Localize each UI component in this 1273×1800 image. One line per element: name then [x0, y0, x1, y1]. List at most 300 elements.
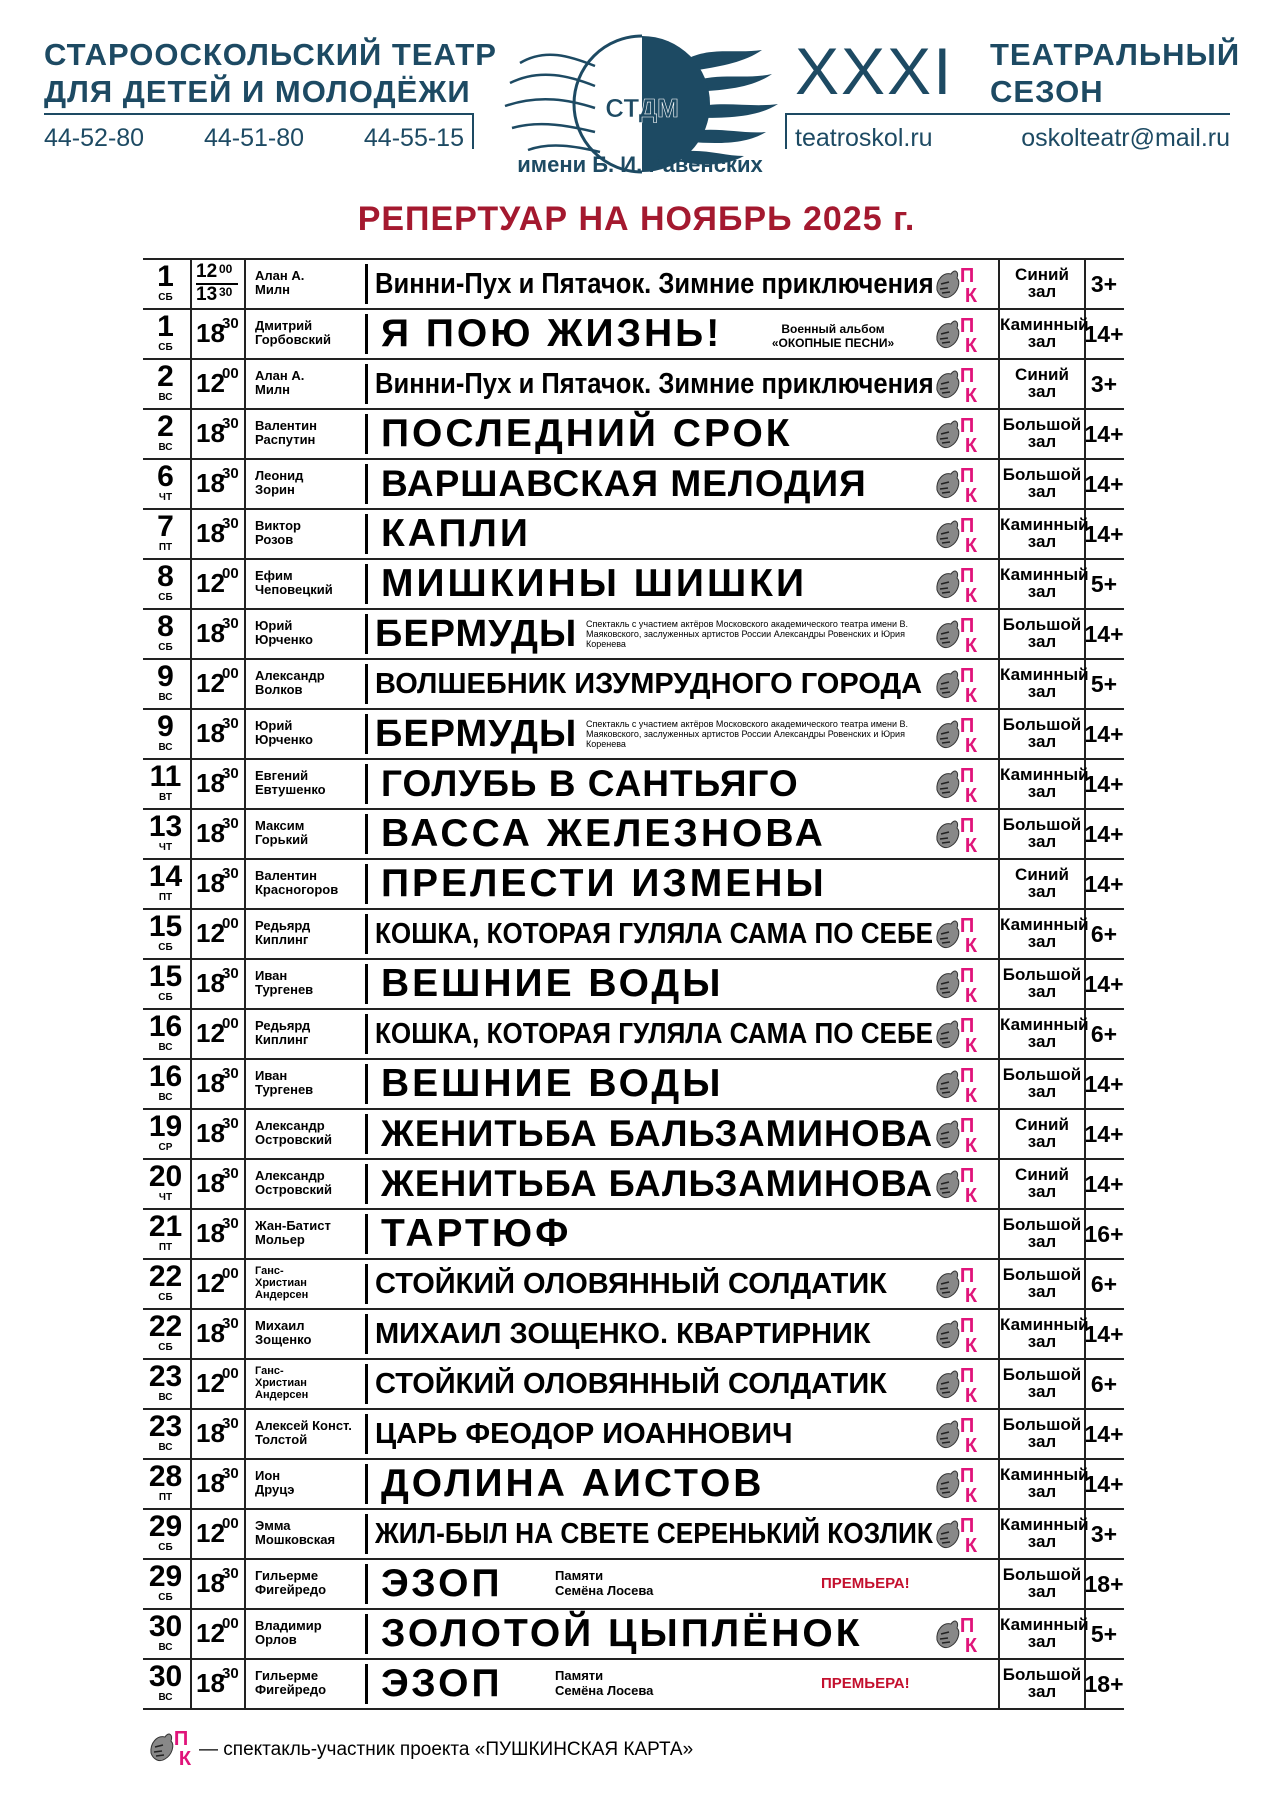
svg-text:К: К	[964, 285, 978, 306]
svg-text:П: П	[959, 1065, 975, 1087]
day-number: 7	[157, 510, 174, 543]
schedule-row	[143, 460, 1124, 510]
day-of-week: ЧТ	[158, 492, 173, 503]
pushkin-card-icon	[933, 912, 979, 956]
author-cell: Евгений Евтушенко	[255, 768, 326, 797]
hall-name: Большой	[1002, 715, 1082, 734]
footer	[147, 1725, 693, 1775]
hall-cell	[998, 510, 1089, 558]
time-hour-2: 13	[196, 284, 218, 305]
day-of-week: СБ	[158, 292, 173, 303]
svg-text:К: К	[964, 1435, 978, 1456]
time-hour: 18	[196, 968, 225, 998]
pushkin-card-icon	[933, 312, 979, 356]
time-cell	[190, 1510, 246, 1558]
column-separator	[365, 714, 368, 754]
day-of-week: ПТ	[158, 1242, 173, 1253]
hall-cell	[998, 1310, 1089, 1358]
time-minute: 30	[222, 615, 239, 632]
performance-title[interactable]: СТОЙКИЙ ОЛОВЯННЫЙ СОЛДАТИК	[375, 1268, 887, 1300]
schedule-row	[143, 1060, 1124, 1110]
hall-name: Каминный	[1000, 515, 1089, 534]
author-cell: Юрий Юрченко	[255, 718, 313, 747]
hall-suffix: зал	[1027, 1482, 1057, 1501]
performance-title[interactable]: Винни-Пух и Пятачок. Зимние приключения	[375, 368, 934, 400]
time-hour: 18	[196, 618, 225, 648]
time-hour: 12	[196, 1268, 225, 1298]
author-cell: Иван Тургенев	[255, 968, 314, 997]
time-cell	[190, 510, 246, 558]
svg-text:К: К	[964, 985, 978, 1006]
performance-title[interactable]: БЕРМУДЫ	[375, 713, 578, 755]
performance-title[interactable]: МИХАИЛ ЗОЩЕНКО. КВАРТИРНИК	[375, 1318, 871, 1350]
time-minute: 30	[222, 1215, 239, 1232]
hall-suffix: зал	[1027, 1682, 1057, 1701]
hall-cell	[998, 1010, 1089, 1058]
pushkin-card-icon	[933, 1112, 979, 1156]
hall-cell	[998, 1660, 1086, 1708]
column-separator	[365, 1664, 368, 1704]
svg-text:П: П	[959, 1365, 975, 1387]
phone-1[interactable]: 44-52-80	[44, 124, 145, 152]
author-cell: Иван Тургенев	[255, 1068, 314, 1097]
season-line1: ТЕАТРАЛЬНЫЙ	[990, 37, 1241, 72]
performance-title[interactable]: КАПЛИ	[381, 512, 531, 555]
pushkin-card-icon	[933, 462, 979, 506]
pushkin-card-icon	[933, 662, 979, 706]
performance-title[interactable]: ВЕШНИЕ ВОДЫ	[381, 1062, 724, 1105]
hall-suffix: зал	[1027, 1232, 1057, 1251]
svg-text:П: П	[173, 1728, 189, 1750]
day-number: 13	[148, 810, 183, 843]
time-hour: 18	[196, 1418, 225, 1448]
day-of-week: СБ	[158, 592, 173, 603]
svg-text:П: П	[959, 1165, 975, 1187]
svg-text:П: П	[959, 615, 975, 637]
author-cell: Эмма Мошковская	[255, 1518, 336, 1547]
pushkin-card-icon	[933, 1512, 979, 1556]
author-cell: Александр Островский	[255, 1168, 332, 1197]
time-cell	[190, 310, 246, 358]
performance-title[interactable]: СТОЙКИЙ ОЛОВЯННЫЙ СОЛДАТИК	[375, 1368, 887, 1400]
column-separator	[365, 914, 368, 954]
header-divider-right	[785, 113, 1230, 115]
hall-cell	[998, 360, 1086, 408]
time-cell	[190, 1560, 246, 1608]
schedule-row	[143, 1660, 1124, 1710]
time-cell	[190, 410, 246, 458]
hall-cell	[998, 910, 1089, 958]
column-separator	[365, 1164, 368, 1204]
time-minute: 00	[222, 915, 239, 932]
hall-cell	[998, 460, 1086, 508]
time-cell	[190, 460, 246, 508]
performance-title[interactable]: ЖЕНИТЬБА БАЛЬЗАМИНОВА	[381, 1163, 934, 1204]
performance-title[interactable]: ПРЕЛЕСТИ ИЗМЕНЫ	[381, 862, 827, 905]
performance-title[interactable]: ВЕШНИЕ ВОДЫ	[381, 962, 724, 1005]
time-hour: 12	[196, 368, 225, 398]
hall-suffix: зал	[1027, 1032, 1057, 1051]
day-of-week: ВТ	[159, 792, 172, 803]
age-rating: 14+	[1084, 971, 1124, 997]
memorial-note: Памяти Семёна Лосева	[555, 1568, 654, 1598]
time-minute: 00	[222, 565, 239, 582]
day-number: 2	[157, 410, 174, 443]
day-number: 30	[148, 1660, 183, 1693]
day-number: 1	[157, 310, 174, 343]
svg-text:П: П	[959, 1315, 975, 1337]
email-link[interactable]: oskolteatr@mail.ru	[1021, 124, 1230, 152]
hall-suffix: зал	[1027, 532, 1057, 551]
svg-text:П: П	[959, 415, 975, 437]
time-hour: 18	[196, 518, 225, 548]
season-label	[990, 36, 1240, 110]
author-cell: Максим Горький	[255, 818, 309, 847]
age-rating: 6+	[1090, 1021, 1118, 1047]
day-of-week: СБ	[158, 942, 173, 953]
hall-suffix: зал	[1027, 1532, 1057, 1551]
performance-title[interactable]: ЖЕНИТЬБА БАЛЬЗАМИНОВА	[381, 1113, 934, 1154]
time-minute: 30	[222, 1065, 239, 1082]
date-cell	[143, 410, 188, 458]
hall-suffix: зал	[1027, 1432, 1057, 1451]
schedule-row	[143, 260, 1124, 310]
pushkin-card-icon	[933, 1012, 979, 1056]
performance-title[interactable]: ВОЛШЕБНИК ИЗУМРУДНОГО ГОРОДА	[375, 668, 923, 700]
hall-name: Большой	[1002, 1665, 1082, 1684]
svg-text:П: П	[959, 315, 975, 337]
performance-title[interactable]: ЗОЛОТОЙ ЦЫПЛЁНОК	[381, 1612, 863, 1655]
author-cell: Редьярд Киплинг	[255, 918, 311, 947]
time-minute: 00	[222, 365, 239, 382]
author-cell: Юрий Юрченко	[255, 618, 313, 647]
day-of-week: ВС	[158, 742, 173, 753]
website-link[interactable]: teatroskol.ru	[795, 124, 933, 152]
day-of-week: ВС	[158, 1042, 173, 1053]
date-cell	[143, 1110, 188, 1158]
time-minute: 30	[222, 1665, 239, 1682]
time-cell	[190, 910, 246, 958]
day-of-week: ПТ	[158, 892, 173, 903]
day-number: 21	[148, 1210, 183, 1243]
day-number: 11	[149, 760, 182, 793]
hall-name: Большой	[1002, 465, 1082, 484]
hall-name: Большой	[1002, 415, 1082, 434]
pushkin-card-icon	[933, 712, 979, 756]
svg-text:П: П	[959, 1115, 975, 1137]
hall-suffix: зал	[1027, 582, 1057, 601]
column-separator	[365, 364, 368, 404]
svg-text:К: К	[964, 435, 978, 456]
performance-title[interactable]: КОШКА, КОТОРАЯ ГУЛЯЛА САМА ПО СЕБЕ	[375, 1018, 934, 1050]
hall-suffix: зал	[1027, 1132, 1057, 1151]
hall-cell	[998, 1160, 1086, 1208]
hall-suffix: зал	[1027, 482, 1057, 501]
performance-title[interactable]: МИШКИНЫ ШИШКИ	[381, 562, 807, 605]
column-separator	[365, 1064, 368, 1104]
time-cell	[190, 1210, 246, 1258]
column-separator	[365, 1214, 368, 1254]
performance-title[interactable]: БЕРМУДЫ	[375, 613, 578, 655]
hall-cell	[998, 860, 1086, 908]
performance-title[interactable]: Винни-Пух и Пятачок. Зимние приключения	[375, 268, 934, 300]
pushkin-card-icon	[933, 762, 979, 806]
day-number: 14	[148, 860, 183, 893]
hall-name: Каминный	[1000, 1015, 1089, 1034]
performance-title[interactable]: Я ПОЮ ЖИЗНЬ!	[381, 312, 723, 355]
column-separator	[365, 1614, 368, 1654]
phone-3[interactable]: 44-55-15	[363, 124, 464, 152]
author-cell: Михаил Зощенко	[255, 1318, 312, 1347]
svg-text:П: П	[959, 1015, 975, 1037]
time-minute: 30	[222, 1415, 239, 1432]
age-rating: 6+	[1090, 1371, 1118, 1397]
svg-text:П: П	[959, 515, 975, 537]
hall-cell	[998, 660, 1089, 708]
age-rating: 14+	[1084, 1171, 1124, 1197]
svg-text:К: К	[964, 535, 978, 556]
hall-suffix: зал	[1027, 1582, 1057, 1601]
day-number: 22	[148, 1310, 183, 1343]
performance-title[interactable]: ГОЛУБЬ В САНТЬЯГО	[381, 763, 799, 804]
time-minute: 00	[222, 665, 239, 682]
hall-name: Каминный	[1000, 915, 1089, 934]
hall-cell	[998, 1210, 1086, 1258]
author-cell: Гильерме Фигейредо	[255, 1568, 327, 1597]
performance-title[interactable]: ЖИЛ-БЫЛ НА СВЕТЕ СЕРЕНЬКИЙ КОЗЛИК	[375, 1518, 933, 1550]
day-number: 22	[148, 1260, 183, 1293]
day-of-week: ЧТ	[158, 1192, 173, 1203]
hall-name: Большой	[1002, 1265, 1082, 1284]
svg-text:П: П	[959, 565, 975, 587]
column-separator	[365, 264, 368, 304]
schedule-row	[143, 610, 1124, 660]
time-minute: 00	[222, 1015, 239, 1032]
day-number: 1	[157, 260, 174, 293]
time-minute: 30	[222, 815, 239, 832]
performance-title[interactable]: ЭЗОП	[381, 1662, 503, 1705]
hall-name: Большой	[1002, 1365, 1082, 1384]
time-hour: 18	[196, 418, 225, 448]
hall-suffix: зал	[1027, 882, 1057, 901]
age-rating: 14+	[1084, 1421, 1124, 1447]
author-cell: Алан А. Милн	[255, 368, 305, 397]
pushkin-card-icon	[933, 812, 979, 856]
schedule-row	[143, 410, 1124, 460]
age-rating: 5+	[1090, 1621, 1118, 1647]
pushkin-card-icon	[933, 412, 979, 456]
schedule-row	[143, 1410, 1124, 1460]
time-hour: 18	[196, 768, 225, 798]
schedule-row	[143, 360, 1124, 410]
svg-text:К: К	[964, 385, 978, 406]
phone-2[interactable]: 44-51-80	[203, 124, 305, 152]
date-cell	[143, 1260, 188, 1308]
hall-suffix: зал	[1027, 282, 1057, 301]
time-cell	[190, 1310, 246, 1358]
svg-text:К: К	[964, 1285, 978, 1306]
schedule-row	[143, 1260, 1124, 1310]
time-minute: 30	[222, 1465, 239, 1482]
pushkin-card-icon	[933, 962, 979, 1006]
hall-name: Большой	[1002, 815, 1082, 834]
age-rating: 3+	[1090, 1521, 1118, 1547]
date-cell	[143, 360, 188, 408]
hall-suffix: зал	[1027, 1382, 1057, 1401]
age-rating: 5+	[1090, 571, 1118, 597]
age-rating: 5+	[1090, 671, 1118, 697]
date-cell	[143, 310, 188, 358]
age-rating: 14+	[1084, 1471, 1124, 1497]
time-minute: 30	[222, 465, 239, 482]
day-number: 23	[148, 1360, 183, 1393]
date-cell	[143, 660, 188, 708]
time-minute: 30	[222, 1115, 239, 1132]
time-minute: 00	[222, 1615, 239, 1632]
hall-name: Каминный	[1000, 765, 1089, 784]
performance-note: Военный альбом «ОКОПНЫЕ ПЕСНИ»	[771, 322, 895, 350]
schedule-row	[143, 1560, 1124, 1610]
day-of-week: ЧТ	[158, 842, 173, 853]
time-cell	[190, 1360, 246, 1408]
day-number: 15	[148, 960, 183, 993]
time-minute: 00	[219, 262, 233, 276]
day-number: 2	[157, 360, 174, 393]
hall-name: Большой	[1002, 1065, 1082, 1084]
day-of-week: ПТ	[158, 1492, 173, 1503]
svg-text:К: К	[964, 1185, 978, 1206]
hall-cell	[998, 710, 1086, 758]
header-divider-left-tick	[472, 113, 474, 149]
pushkin-card-icon	[933, 1462, 979, 1506]
performance-title[interactable]: КОШКА, КОТОРАЯ ГУЛЯЛА САМА ПО СЕБЕ	[375, 918, 934, 950]
day-number: 28	[148, 1460, 183, 1493]
svg-text:П: П	[959, 1515, 975, 1537]
day-of-week: СБ	[158, 992, 173, 1003]
hall-cell	[998, 1410, 1086, 1458]
column-separator	[365, 1414, 368, 1454]
day-number: 16	[148, 1010, 183, 1043]
schedule-row	[143, 960, 1124, 1010]
footer-text: — спектакль-участник проекта «ПУШКИНСКАЯ КАРТА»	[199, 1739, 694, 1760]
performance-title[interactable]: ПОСЛЕДНИЙ СРОК	[381, 412, 793, 455]
performance-title[interactable]: ТАРТЮФ	[381, 1212, 572, 1255]
age-rating: 14+	[1084, 871, 1124, 897]
day-number: 6	[157, 460, 174, 493]
performance-title[interactable]: ВАРШАВСКАЯ МЕЛОДИЯ	[381, 463, 867, 504]
age-rating: 14+	[1084, 621, 1124, 647]
date-cell	[143, 560, 188, 608]
hall-cell	[998, 1610, 1089, 1658]
day-number: 20	[148, 1160, 183, 1193]
svg-text:К: К	[964, 585, 978, 606]
pushkin-card-icon	[933, 562, 979, 606]
season-line2: СЕЗОН	[990, 74, 1104, 109]
hall-cell	[998, 1360, 1086, 1408]
date-cell	[143, 1560, 188, 1608]
age-rating: 14+	[1084, 471, 1124, 497]
schedule-row	[143, 1510, 1124, 1560]
column-separator	[365, 414, 368, 454]
time-minute: 30	[222, 715, 239, 732]
column-separator	[365, 564, 368, 604]
author-cell: Гильерме Фигейредо	[255, 1668, 327, 1697]
time-minute: 00	[222, 1515, 239, 1532]
hall-cell	[998, 1060, 1086, 1108]
svg-text:К: К	[964, 1335, 978, 1356]
day-of-week: ВС	[158, 1642, 173, 1653]
svg-text:П: П	[959, 965, 975, 987]
svg-text:К: К	[964, 735, 978, 756]
time-cell	[190, 1660, 246, 1708]
time-cell	[190, 1260, 246, 1308]
age-rating: 16+	[1084, 1221, 1124, 1247]
hall-suffix: зал	[1027, 782, 1057, 801]
hall-suffix: зал	[1027, 932, 1057, 951]
age-rating: 6+	[1090, 1271, 1118, 1297]
pushkin-card-icon	[933, 612, 979, 656]
performance-title[interactable]: ВАССА ЖЕЛЕЗНОВА	[381, 812, 826, 855]
date-cell	[143, 710, 188, 758]
time-cell	[190, 260, 246, 308]
time-cell	[190, 1460, 246, 1508]
hall-suffix: зал	[1027, 382, 1057, 401]
hall-name: Синий	[1015, 865, 1069, 884]
header-divider-right-tick	[785, 113, 787, 149]
svg-text:К: К	[964, 1035, 978, 1056]
svg-text:К: К	[964, 1135, 978, 1156]
day-of-week: СБ	[158, 1292, 173, 1303]
svg-text:П: П	[959, 765, 975, 787]
age-rating: 14+	[1084, 321, 1124, 347]
hall-suffix: зал	[1027, 832, 1057, 851]
schedule-row	[143, 760, 1124, 810]
svg-text:П: П	[959, 1415, 975, 1437]
day-of-week: ВС	[158, 1442, 173, 1453]
time-cell	[190, 360, 246, 408]
day-of-week: СР	[158, 1142, 173, 1153]
time-hour: 12	[196, 668, 225, 698]
schedule-row	[143, 1310, 1124, 1360]
time-minute: 30	[222, 1565, 239, 1582]
time-minute: 30	[222, 865, 239, 882]
column-separator	[365, 1564, 368, 1604]
day-number: 8	[157, 610, 174, 643]
hall-suffix: зал	[1027, 432, 1057, 451]
hall-cell	[998, 1460, 1089, 1508]
age-rating: 3+	[1090, 271, 1118, 297]
performance-title[interactable]: ДОЛИНА АИСТОВ	[381, 1462, 765, 1505]
performance-title[interactable]: ЭЗОП	[381, 1562, 503, 1605]
day-number: 16	[148, 1060, 183, 1093]
author-cell: Александр Волков	[255, 668, 325, 697]
performance-title[interactable]: ЦАРЬ ФЕОДОР ИОАННОВИЧ	[375, 1418, 793, 1450]
header-divider-left	[44, 113, 474, 115]
author-cell: Владимир Орлов	[255, 1618, 322, 1647]
pushkin-card-icon	[933, 1312, 979, 1356]
time-hour: 12	[196, 1018, 225, 1048]
svg-text:К: К	[964, 1635, 978, 1656]
author-cell: Ефим Чеповецкий	[255, 568, 333, 597]
date-cell	[143, 510, 188, 558]
svg-text:К: К	[964, 1385, 978, 1406]
column-separator	[365, 1364, 368, 1404]
svg-text:П: П	[959, 915, 975, 937]
premiere-badge: ПРЕМЬЕРА!	[821, 1675, 910, 1692]
time-cell	[190, 1010, 246, 1058]
schedule-row	[143, 910, 1124, 960]
time-hour: 12	[196, 568, 225, 598]
